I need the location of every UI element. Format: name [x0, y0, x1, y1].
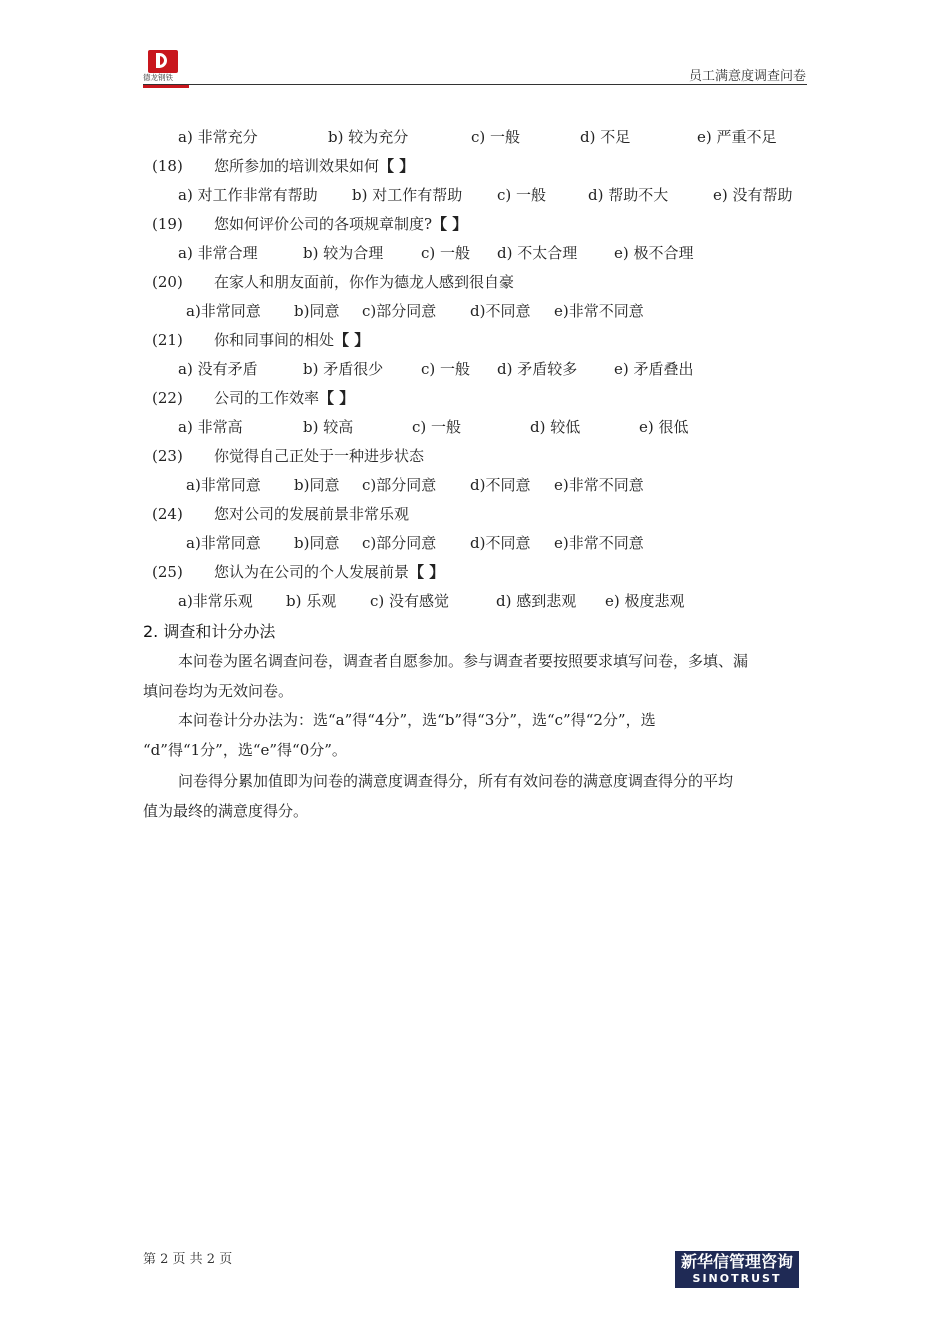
logo-mark-icon — [148, 50, 178, 73]
option-e: e) 很低 — [639, 418, 689, 436]
answer-bracket: 【 】 — [319, 389, 355, 407]
option-b: b) 矛盾很少 — [303, 360, 384, 378]
question-number: (24) — [152, 505, 183, 523]
question-text: 你和同事间的相处 — [214, 331, 335, 349]
option-d: d) 不足 — [580, 128, 631, 146]
header-divider — [143, 84, 807, 85]
question-23 — [152, 446, 424, 466]
logo-text: 德龙钢铁 — [143, 73, 173, 82]
question-number: (18) — [152, 157, 183, 175]
header-title: 员工满意度调查问卷 — [688, 69, 806, 84]
option-d: d)不同意 — [470, 302, 531, 320]
options-row-20 — [0, 301, 950, 321]
page-number: 第 2 页 共 2 页 — [143, 1252, 233, 1267]
option-b: b) 对工作有帮助 — [352, 186, 463, 204]
option-e: e) 极度悲观 — [605, 592, 685, 610]
question-text: 你觉得自己正处于一种进步状态 — [214, 447, 425, 465]
answer-bracket: 【 】 — [409, 563, 445, 581]
option-a: a) 非常充分 — [178, 128, 258, 146]
option-d: d) 帮助不大 — [588, 186, 669, 204]
option-a: a)非常同意 — [186, 534, 261, 552]
option-b: b) 较为合理 — [303, 244, 384, 262]
option-e: e)非常不同意 — [554, 302, 644, 320]
option-a: a)非常同意 — [186, 476, 261, 494]
option-a: a) 非常合理 — [178, 244, 258, 262]
sinotrust-logo — [675, 1251, 799, 1288]
option-a: a)非常同意 — [186, 302, 261, 320]
question-text: 公司的工作效率 — [214, 389, 320, 407]
question-number: (21) — [152, 331, 183, 349]
option-c: c) 一般 — [471, 128, 521, 146]
option-c: c)部分同意 — [362, 534, 437, 552]
question-25 — [152, 562, 444, 582]
question-21 — [152, 330, 369, 350]
option-b: b) 较高 — [303, 418, 354, 436]
paragraph-2-line-2: “d”得“1分”，选“e”得“0分”。 — [143, 741, 347, 759]
question-number: (23) — [152, 447, 183, 465]
option-e: e) 严重不足 — [697, 128, 777, 146]
options-row-19 — [0, 243, 950, 263]
option-a: a) 非常高 — [178, 418, 243, 436]
option-c: c) 没有感觉 — [370, 592, 450, 610]
paragraph-3-line-1: 问卷得分累加值即为问卷的满意度调查得分，所有有效问卷的满意度调查得分的平均 — [178, 772, 734, 790]
option-e: e)非常不同意 — [554, 476, 644, 494]
question-number: (22) — [152, 389, 183, 407]
option-c: c)部分同意 — [362, 302, 437, 320]
logo-chinese-text: 新华信管理咨询 — [680, 1252, 793, 1271]
option-d: d)不同意 — [470, 534, 531, 552]
answer-bracket: 【 】 — [379, 157, 415, 175]
question-19 — [152, 214, 467, 234]
paragraph-3-line-2: 值为最终的满意度得分。 — [143, 802, 309, 820]
paragraph-2-line-1: 本问卷计分办法为：选“a”得“4分”，选“b”得“3分”，选“c”得“2分”，选 — [178, 711, 656, 729]
question-text: 您对公司的发展前景非常乐观 — [214, 505, 410, 523]
question-text: 您所参加的培训效果如何 — [214, 157, 380, 175]
paragraph-1-line-1: 本问卷为匿名调查问卷，调查者自愿参加。参与调查者要按照要求填写问卷，多填、漏 — [178, 652, 749, 670]
option-c: c) 一般 — [412, 418, 462, 436]
option-a: a) 对工作非常有帮助 — [178, 186, 318, 204]
option-d: d) 感到悲观 — [496, 592, 577, 610]
option-b: b)同意 — [294, 534, 340, 552]
option-c: c) 一般 — [421, 244, 471, 262]
options-row-21 — [0, 359, 950, 379]
question-text: 在家人和朋友面前，你作为德龙人感到很自豪 — [214, 273, 515, 291]
section-heading: 2. 调查和计分办法 — [143, 622, 276, 641]
option-d: d) 矛盾较多 — [497, 360, 578, 378]
option-b: b)同意 — [294, 302, 340, 320]
question-18 — [152, 156, 414, 176]
question-number: (19) — [152, 215, 183, 233]
logo-bar — [143, 85, 189, 88]
answer-bracket: 【 】 — [334, 331, 370, 349]
option-e: e) 极不合理 — [614, 244, 694, 262]
question-20 — [152, 272, 514, 292]
option-d: d) 不太合理 — [497, 244, 578, 262]
question-text: 您认为在公司的个人发展前景 — [214, 563, 410, 581]
option-c: c) 一般 — [497, 186, 547, 204]
option-c: c)部分同意 — [362, 476, 437, 494]
option-d: d)不同意 — [470, 476, 531, 494]
option-b: b) 较为充分 — [328, 128, 409, 146]
option-e: e) 没有帮助 — [713, 186, 793, 204]
logo-english-text: SINOTRUST — [692, 1272, 782, 1285]
option-e: e)非常不同意 — [554, 534, 644, 552]
option-e: e) 矛盾叠出 — [614, 360, 694, 378]
question-22 — [152, 388, 354, 408]
options-row-18 — [0, 185, 950, 205]
option-b: b)同意 — [294, 476, 340, 494]
options-row-22 — [0, 417, 950, 437]
option-b: b) 乐观 — [286, 592, 337, 610]
options-row-25 — [0, 591, 950, 611]
option-a: a) 没有矛盾 — [178, 360, 258, 378]
options-row-17 — [0, 127, 950, 147]
question-number: (20) — [152, 273, 183, 291]
options-row-24 — [0, 533, 950, 553]
question-text: 您如何评价公司的各项规章制度? — [214, 215, 433, 233]
question-24 — [152, 504, 409, 524]
question-number: (25) — [152, 563, 183, 581]
options-row-23 — [0, 475, 950, 495]
option-c: c) 一般 — [421, 360, 471, 378]
paragraph-1-line-2: 填问卷均为无效问卷。 — [143, 682, 294, 700]
answer-bracket: 【 】 — [432, 215, 468, 233]
option-d: d) 较低 — [530, 418, 581, 436]
option-a: a)非常乐观 — [178, 592, 253, 610]
